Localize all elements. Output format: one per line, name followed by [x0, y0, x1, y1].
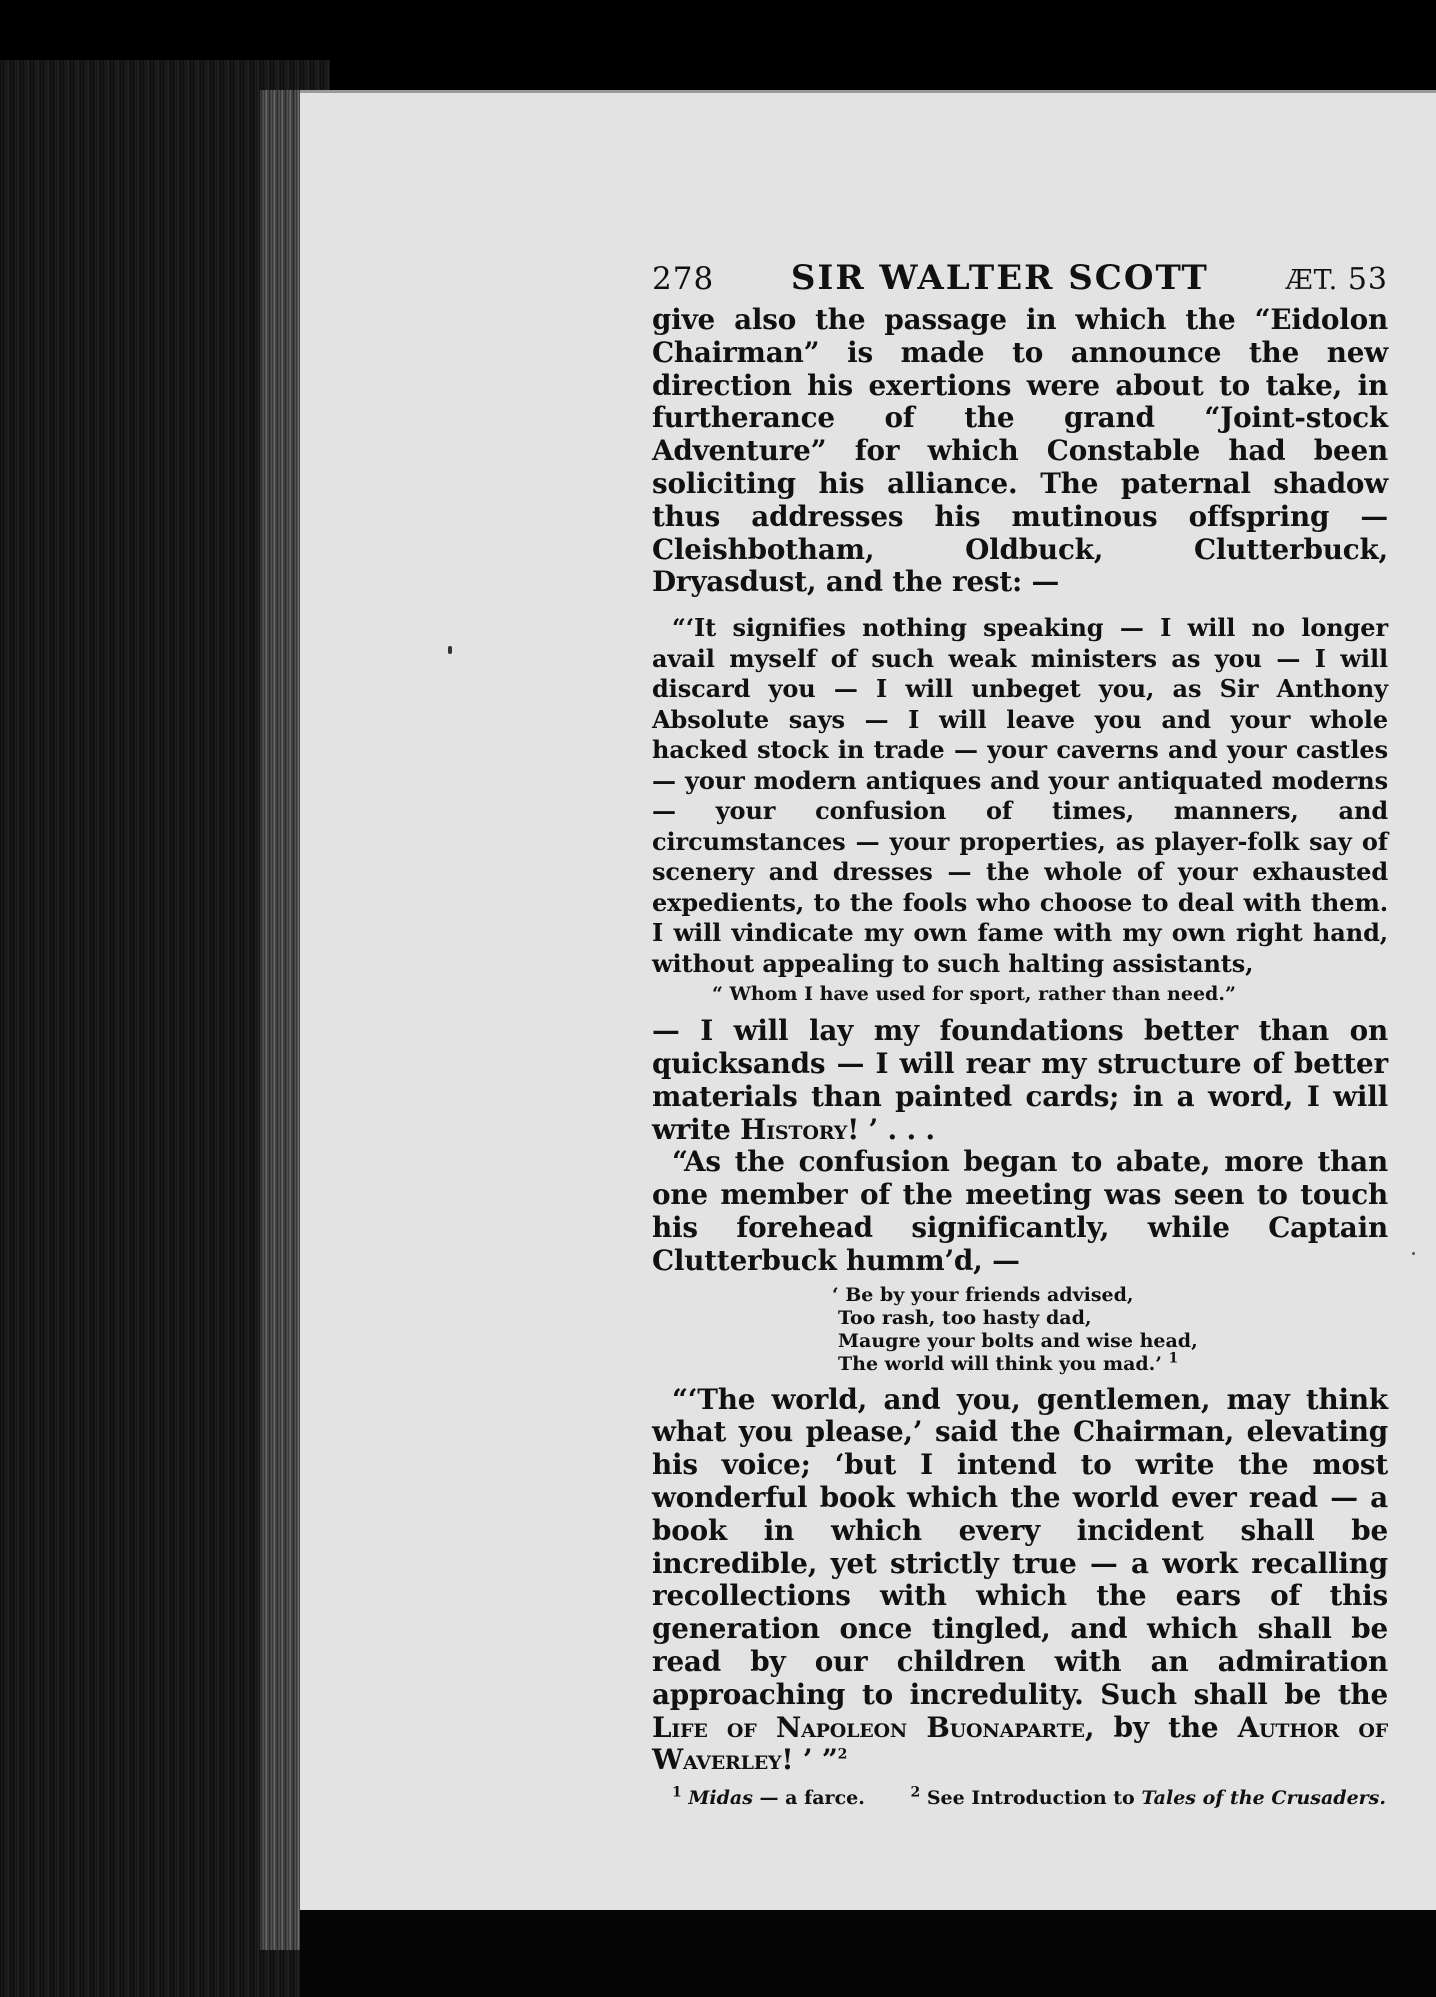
verse-line-1: ‘ Be by your friends advised,: [832, 1283, 1134, 1306]
verse-line-4: [832, 1350, 1388, 1376]
footnote-ref-1: 1: [1168, 1350, 1179, 1367]
running-head: [652, 258, 1388, 298]
verse-line-4-text: The world will think you mad.’: [838, 1352, 1162, 1375]
book-page-edges: [0, 60, 330, 1997]
footnotes: [652, 1784, 1388, 1810]
footnote-2-number: 2: [910, 1784, 921, 1801]
quote-4-text: “‘The world, and you, gentlemen, may think what you please,’ said the Chairman, elevating his voice; ‘but I intend to write the most wonderful book which the world ever read — a book in which every incident shall be incredible, yet strictly true — a work recalling recollections with which the ears of this generation once tingled, and which shall be read by our children with an admiration approaching to incredulity. Such shall be the: [652, 1382, 1388, 1711]
intro-paragraph: give also the passage in which the “Eidolon Chairman” is made to announce the new direction his exertions were about to take, in furtherance of the grand “Joint-stock Adventure” for which Constable had been soliciting his alliance. The paternal shadow thus addresses his mutinous offspring — Cleishbotham, Oldbuck, Clutterbuck, Dryasdust, and the rest: —: [652, 303, 1388, 599]
aet-label: ÆT.: [1285, 265, 1339, 296]
author-of-waverley: Author of Waverley: [652, 1710, 1388, 1777]
page-number: 278: [652, 261, 715, 297]
stray-ink-dot: [1412, 1252, 1415, 1255]
age-value: 53: [1347, 262, 1388, 297]
footnote-ref-2: 2: [837, 1747, 848, 1764]
quote-4-by: , by the: [1084, 1710, 1238, 1744]
footnote-1: [672, 1784, 865, 1810]
stray-ink-mark: [448, 646, 452, 654]
quote-paragraph-2: [652, 1015, 1388, 1146]
verse-line-3: Maugre your bolts and wise head,: [838, 1329, 1198, 1352]
quote-paragraph-4: [652, 1384, 1388, 1778]
footnote-2-title: Tales of the Crusaders.: [1141, 1787, 1386, 1810]
running-title: SIR WALTER SCOTT: [790, 258, 1209, 298]
footnote-2: [910, 1784, 1386, 1810]
quote-2-end: ! ’ . . .: [847, 1112, 935, 1146]
inset-quote: “ Whom I have used for sport, rather than need.”: [712, 983, 1236, 1006]
text-block: [652, 258, 1388, 1809]
verse-line-2: Too rash, too hasty dad,: [838, 1306, 1092, 1329]
quote-2-text: — I will lay my foundations better than on quicksands — I will rear my structure of better materials than painted cards; in a word, I will write: [652, 1014, 1388, 1146]
quote-paragraph-3: “As the confusion began to abate, more than one member of the meeting was seen to touch his forehead significantly, while Captain Clutterbuck humm’d, —: [652, 1145, 1388, 1277]
history-word: History: [740, 1112, 848, 1146]
life-of-napoleon: Life of Napoleon Buonaparte: [652, 1710, 1085, 1744]
footnote-1-number: 1: [672, 1784, 682, 1801]
age-marker: [1286, 262, 1388, 297]
page-bottom-shadow: [300, 1910, 1436, 1997]
footnote-1-title: Midas: [688, 1787, 753, 1810]
quote-paragraph-1: “‘It signifies nothing speaking — I will no longer avail myself of such weak ministers as you — I will discard you — I will unbeget you, as Sir Anthony Absolute says — I will leave you and your whole hacked stock in trade — your caverns and your castles — your modern antiques and your antiquated moderns — your confusion of times, manners, and circumstances — your properties, as player-folk say of scenery and dresses — the whole of your exhausted expedients, to the fools who choose to deal with them. I will vindicate my own fame with my own right hand, without appealing to such halting assistants,: [652, 613, 1388, 978]
footnote-1-text: — a farce.: [752, 1787, 865, 1810]
quote-4-end: ! ’ ”: [781, 1743, 838, 1777]
verse-block: [832, 1284, 1388, 1376]
footnote-2-text: See Introduction to: [920, 1787, 1142, 1810]
